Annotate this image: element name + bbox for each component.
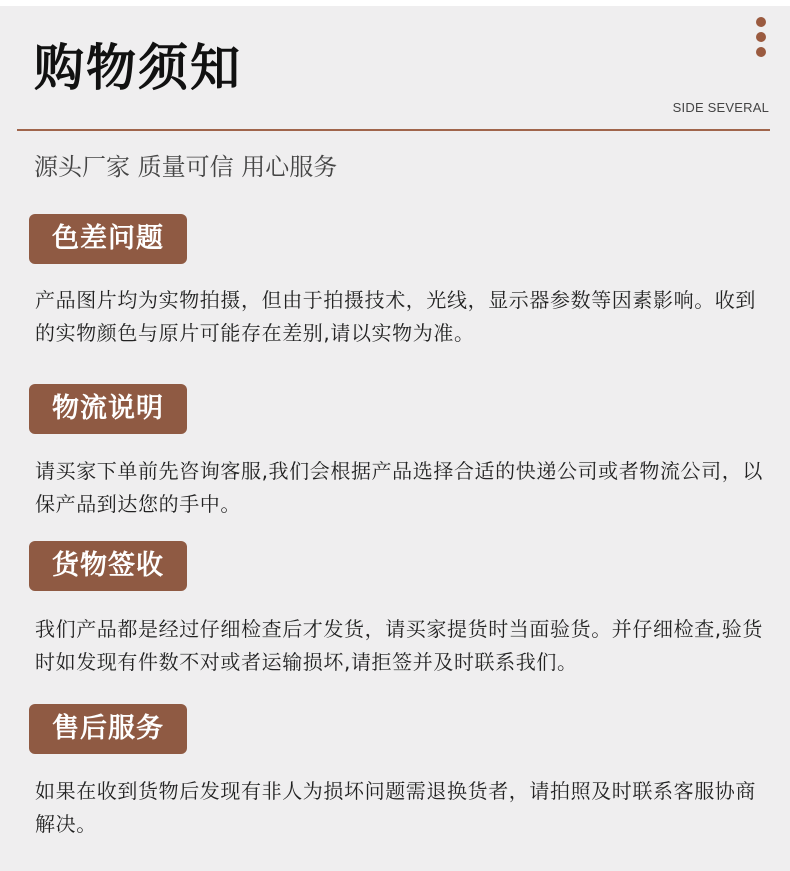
top-strip [0,0,790,6]
section-text-receipt: 我们产品都是经过仔细检查后才发货，请买家提货时当面验货。并仔细检查,验货时如发现有件数不对或者运输损坏,请拒签并及时联系我们。 [35,617,763,674]
section-badge-receipt: 货物签收 [29,541,187,591]
section-text-logistics: 请买家下单前先咨询客服,我们会根据产品选择合适的快递公司或者物流公司，以保产品到达您的手中。 [35,459,763,516]
more-dots-icon [756,17,768,59]
page-title: 购物须知 [34,39,242,97]
dot-icon [756,17,766,27]
dot-icon [756,32,766,42]
page-subtitle: 源头厂家 质量可信 用心服务 [34,153,338,181]
section-text-color-difference: 产品图片均为实物拍摄，但由于拍摄技术，光线，显示器参数等因素影响。收到的实物颜色与原片可能存在差别,请以实物为准。 [35,288,756,345]
side-caption: SIDE SEVERAL [672,100,769,115]
section-badge-after-sales: 售后服务 [29,704,187,754]
header-divider [17,129,770,131]
section-text-after-sales: 如果在收到货物后发现有非人为损坏问题需退换货者，请拍照及时联系客服协商解决。 [35,779,756,836]
section-badge-logistics: 物流说明 [29,384,187,434]
section-badge-color-difference: 色差问题 [29,214,187,264]
dot-icon [756,47,766,57]
